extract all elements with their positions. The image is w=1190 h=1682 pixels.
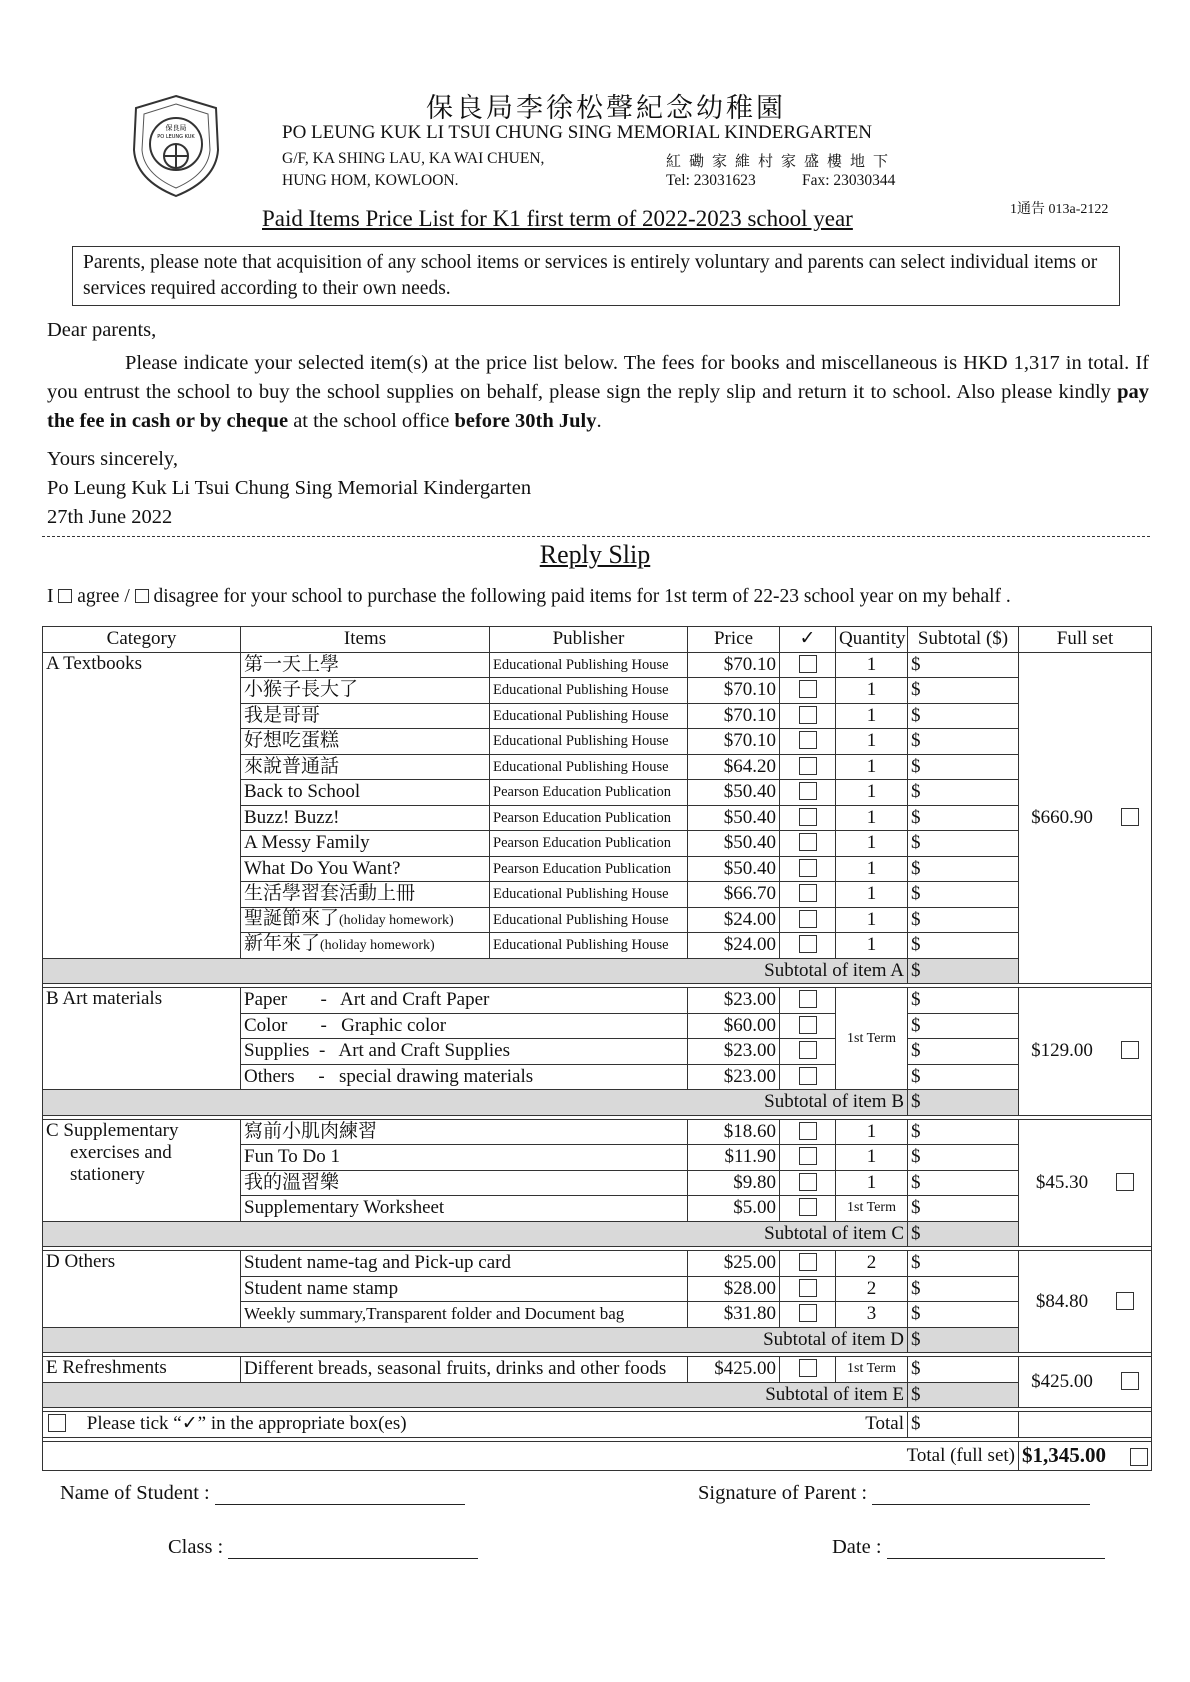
price: $25.00 — [688, 1251, 780, 1277]
publisher: Educational Publishing House — [490, 678, 688, 704]
item-checkbox[interactable] — [799, 884, 817, 902]
price: $11.90 — [688, 1145, 780, 1171]
publisher: Educational Publishing House — [490, 754, 688, 780]
category-a: A Textbooks — [43, 652, 241, 958]
student-name-input[interactable] — [215, 1480, 465, 1505]
publisher: Educational Publishing House — [490, 933, 688, 959]
subtotal: $ — [908, 652, 1019, 678]
publisher: Educational Publishing House — [490, 652, 688, 678]
price: $31.80 — [688, 1302, 780, 1328]
item-checkbox[interactable] — [799, 782, 817, 800]
quantity: 1 — [836, 703, 908, 729]
quantity: 1 — [836, 729, 908, 755]
item-name: 第一天上學 — [241, 652, 490, 678]
publisher: Educational Publishing House — [490, 703, 688, 729]
item-checkbox[interactable] — [799, 1067, 817, 1085]
quantity: 1 — [836, 933, 908, 959]
subtotal: $ — [908, 907, 1019, 933]
page-title: Paid Items Price List for K1 first term of 2022-2023 school year — [262, 206, 853, 231]
quantity: 3 — [836, 1302, 908, 1328]
price-table — [42, 626, 1152, 1471]
price: $66.70 — [688, 882, 780, 908]
price: $23.00 — [688, 1039, 780, 1065]
table-row — [43, 1251, 1152, 1277]
subtotal-row: Subtotal of item A $ — [43, 958, 1152, 984]
subtotal: $ — [908, 1064, 1019, 1090]
item-checkbox[interactable] — [799, 706, 817, 724]
address-line-2: HUNG HOM, KOWLOON. — [282, 172, 459, 189]
subtotal: $ — [908, 1357, 1019, 1383]
class-input[interactable] — [228, 1534, 478, 1559]
price: $50.40 — [688, 856, 780, 882]
parent-signature-field: Signature of Parent : — [698, 1480, 1090, 1505]
subtotal: $ — [908, 856, 1019, 882]
address-zh: 紅磡家維村家盛樓地下 — [666, 154, 897, 170]
date-field: Date : — [832, 1534, 1105, 1559]
item-name: 新年來了(holiday homework) — [241, 933, 490, 959]
price: $425.00 — [688, 1357, 780, 1383]
quantity: 1 — [836, 1170, 908, 1196]
item-name: 我的溫習樂 — [241, 1170, 688, 1196]
price: $24.00 — [688, 907, 780, 933]
price: $60.00 — [688, 1013, 780, 1039]
price: $70.10 — [688, 703, 780, 729]
date-input[interactable] — [887, 1534, 1105, 1559]
fax: Fax: 23030344 — [802, 172, 896, 189]
full-set-checkbox-b[interactable] — [1121, 1041, 1139, 1059]
subtotal: $ — [908, 780, 1019, 806]
item-checkbox[interactable] — [799, 1041, 817, 1059]
item-name: 寫前小肌肉練習 — [241, 1119, 688, 1145]
item-checkbox[interactable] — [799, 1122, 817, 1140]
full-set-cell: $84.80 — [1019, 1251, 1152, 1353]
school-name-en: PO LEUNG KUK LI TSUI CHUNG SING MEMORIAL KINDERGARTEN — [282, 122, 872, 143]
svg-text:PO LEUNG KUK: PO LEUNG KUK — [157, 134, 195, 140]
subtotal-row: Subtotal of item E $ — [43, 1382, 1152, 1408]
quantity: 1 — [836, 1119, 908, 1145]
letter-paragraph: Please indicate your selected item(s) at the price list below. The fees for books and miscellaneous is HKD 1,317 in total. If you entrust the school to buy the school supplies on behalf, please sign the reply slip and return it to school. Also please kindly pay the fee in cash or by cheque at the school office before 30th July. — [47, 352, 1149, 432]
quantity: 2 — [836, 1251, 908, 1277]
item-checkbox[interactable] — [799, 910, 817, 928]
item-checkbox[interactable] — [799, 1253, 817, 1271]
closing: Yours sincerely, — [47, 448, 178, 470]
price: $28.00 — [688, 1276, 780, 1302]
item-checkbox[interactable] — [799, 990, 817, 1008]
section-c — [43, 1119, 1152, 1247]
item-checkbox[interactable] — [799, 1198, 817, 1216]
publisher: Pearson Education Publication — [490, 831, 688, 857]
item-name: Fun To Do 1 — [241, 1145, 688, 1171]
subtotal: $ — [908, 1039, 1019, 1065]
item-name: 我是哥哥 — [241, 703, 490, 729]
item-name: 好想吃蛋糕 — [241, 729, 490, 755]
item-name: 生活學習套活動上冊 — [241, 882, 490, 908]
item-name: Student name-tag and Pick-up card — [241, 1251, 688, 1277]
item-checkbox[interactable] — [799, 1304, 817, 1322]
address-line-1: G/F, KA SHING LAU, KA WAI CHUEN, — [282, 150, 545, 167]
item-name: Color - Graphic color — [241, 1013, 688, 1039]
item-name: 小猴子長大了 — [241, 678, 490, 704]
category-d: D Others — [43, 1251, 241, 1328]
subtotal-row: Subtotal of item B $ — [43, 1090, 1152, 1116]
quantity: 1st Term — [836, 988, 908, 1090]
subtotal: $ — [908, 1276, 1019, 1302]
subtotal: $ — [908, 729, 1019, 755]
quantity: 1st Term — [836, 1357, 908, 1383]
price: $70.10 — [688, 678, 780, 704]
quantity: 1 — [836, 780, 908, 806]
signer: Po Leung Kuk Li Tsui Chung Sing Memorial Kindergarten — [47, 477, 532, 499]
subtotal: $ — [908, 1302, 1019, 1328]
item-checkbox[interactable] — [799, 935, 817, 953]
category-e: E Refreshments — [43, 1357, 241, 1383]
quantity: 1 — [836, 882, 908, 908]
salutation: Dear parents, — [47, 319, 157, 341]
full-set-cell: $45.30 — [1019, 1119, 1152, 1247]
section-e — [43, 1357, 1152, 1408]
item-name: 聖誕節來了(holiday homework) — [241, 907, 490, 933]
quantity: 1 — [836, 678, 908, 704]
full-set-cell: $129.00 — [1019, 988, 1152, 1116]
quantity: 1 — [836, 907, 908, 933]
item-name: A Messy Family — [241, 831, 490, 857]
disagree-checkbox[interactable] — [135, 589, 149, 603]
price: $50.40 — [688, 805, 780, 831]
full-set-cell: $660.90 — [1019, 652, 1152, 984]
agree-checkbox[interactable] — [58, 589, 72, 603]
item-checkbox[interactable] — [799, 1279, 817, 1297]
quantity: 1 — [836, 805, 908, 831]
publisher: Pearson Education Publication — [490, 805, 688, 831]
student-name-field: Name of Student : — [60, 1480, 465, 1505]
item-checkbox[interactable] — [799, 808, 817, 826]
item-name: Supplies - Art and Craft Supplies — [241, 1039, 688, 1065]
cut-line — [42, 536, 1150, 537]
price: $5.00 — [688, 1196, 780, 1222]
reference-number: 1通告 013a-2122 — [1010, 202, 1109, 217]
price: $23.00 — [688, 1064, 780, 1090]
table-row — [43, 988, 1152, 1014]
telephone: Tel: 23031623 — [666, 172, 756, 189]
item-name: Supplementary Worksheet — [241, 1196, 688, 1222]
category-b: B Art materials — [43, 988, 241, 1090]
school-logo — [128, 92, 224, 200]
category-c: C Supplementary exercises and stationery — [43, 1119, 241, 1221]
subtotal: $ — [908, 1013, 1019, 1039]
quantity: 1 — [836, 1145, 908, 1171]
tick-note-checkbox[interactable] — [48, 1414, 66, 1432]
subtotal: $ — [908, 831, 1019, 857]
price: $70.10 — [688, 729, 780, 755]
item-name: 來說普通話 — [241, 754, 490, 780]
table-header: Category Items Publisher Price ✓ Quantity Subtotal ($) Full set — [43, 627, 1152, 653]
section-a — [43, 652, 1152, 984]
full-set-checkbox-e[interactable] — [1121, 1372, 1139, 1390]
section-b — [43, 988, 1152, 1116]
subtotal-row: Subtotal of item D $ — [43, 1327, 1152, 1353]
table-row — [43, 1119, 1152, 1145]
price: $50.40 — [688, 831, 780, 857]
reply-slip-title: Reply Slip — [539, 540, 651, 569]
price: $9.80 — [688, 1170, 780, 1196]
quantity: 1 — [836, 754, 908, 780]
publisher: Educational Publishing House — [490, 882, 688, 908]
agree-statement: I agree / disagree for your school to purchase the following paid items for 1st term of 22-23 school year on my behalf . — [47, 586, 1011, 607]
class-field: Class : — [168, 1534, 478, 1559]
svg-text:保良局: 保良局 — [165, 124, 187, 132]
publisher: Pearson Education Publication — [490, 780, 688, 806]
item-name: Back to School — [241, 780, 490, 806]
parent-signature-input[interactable] — [872, 1480, 1090, 1505]
price: $23.00 — [688, 988, 780, 1014]
quantity: 1 — [836, 652, 908, 678]
price: $70.10 — [688, 652, 780, 678]
full-set-checkbox-d[interactable] — [1116, 1292, 1134, 1310]
item-checkbox[interactable] — [799, 859, 817, 877]
quantity: 1 — [836, 831, 908, 857]
section-d — [43, 1251, 1152, 1353]
subtotal: $ — [908, 988, 1019, 1014]
full-set-checkbox-c[interactable] — [1116, 1173, 1134, 1191]
item-checkbox[interactable] — [799, 655, 817, 673]
full-set-checkbox-a[interactable] — [1121, 808, 1139, 826]
subtotal: $ — [908, 1170, 1019, 1196]
subtotal: $ — [908, 703, 1019, 729]
item-name: Student name stamp — [241, 1276, 688, 1302]
item-name: Buzz! Buzz! — [241, 805, 490, 831]
table-row — [43, 652, 1152, 678]
subtotal: $ — [908, 678, 1019, 704]
subtotal-row: Subtotal of item C $ — [43, 1221, 1152, 1247]
item-name: What Do You Want? — [241, 856, 490, 882]
item-checkbox[interactable] — [799, 731, 817, 749]
subtotal: $ — [908, 1145, 1019, 1171]
voluntary-notice: Parents, please note that acquisition of any school items or services is entirely voluntary and parents can select individual items or services required according to their own needs. — [72, 246, 1120, 306]
total-full-set-checkbox[interactable] — [1130, 1448, 1148, 1466]
full-set-cell: $425.00 — [1019, 1357, 1152, 1408]
subtotal: $ — [908, 754, 1019, 780]
subtotal: $ — [908, 1119, 1019, 1145]
letter-date: 27th June 2022 — [47, 506, 173, 528]
subtotal: $ — [908, 1251, 1019, 1277]
quantity: 1st Term — [836, 1196, 908, 1222]
school-name-zh: 保良局李徐松聲紀念幼稚園 — [426, 93, 786, 123]
item-checkbox[interactable] — [799, 1359, 817, 1377]
publisher: Educational Publishing House — [490, 907, 688, 933]
item-checkbox[interactable] — [799, 1147, 817, 1165]
item-checkbox[interactable] — [799, 833, 817, 851]
total-full-set-row: Total (full set) $1,345.00 — [43, 1441, 1152, 1470]
item-checkbox[interactable] — [799, 1173, 817, 1191]
subtotal: $ — [908, 1196, 1019, 1222]
subtotal: $ — [908, 933, 1019, 959]
item-checkbox[interactable] — [799, 1016, 817, 1034]
subtotal: $ — [908, 882, 1019, 908]
table-row — [43, 1357, 1152, 1383]
item-name: Different breads, seasonal fruits, drinks and other foods — [241, 1357, 688, 1383]
publisher: Educational Publishing House — [490, 729, 688, 755]
total-row: Please tick “✓” in the appropriate box(es) Total $ — [43, 1412, 1152, 1438]
publisher: Pearson Education Publication — [490, 856, 688, 882]
price: $64.20 — [688, 754, 780, 780]
item-checkbox[interactable] — [799, 757, 817, 775]
letter-body — [47, 316, 1149, 532]
quantity: 2 — [836, 1276, 908, 1302]
subtotal: $ — [908, 805, 1019, 831]
item-name: Paper - Art and Craft Paper — [241, 988, 688, 1014]
item-name: Weekly summary,Transparent folder and Document bag — [241, 1302, 688, 1328]
price: $18.60 — [688, 1119, 780, 1145]
price: $50.40 — [688, 780, 780, 806]
quantity: 1 — [836, 856, 908, 882]
item-name: Others - special drawing materials — [241, 1064, 688, 1090]
item-checkbox[interactable] — [799, 680, 817, 698]
price: $24.00 — [688, 933, 780, 959]
